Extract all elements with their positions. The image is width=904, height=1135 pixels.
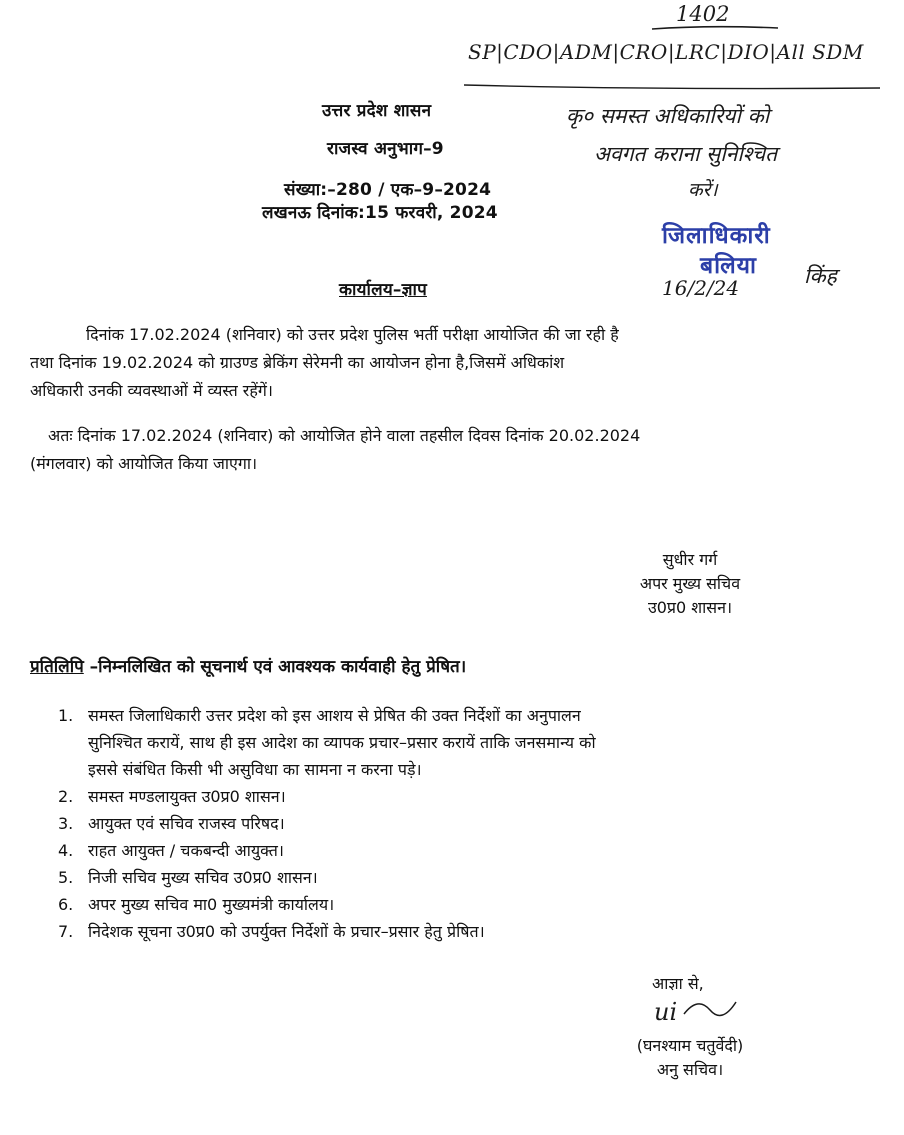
recipient-text: [88, 918, 738, 945]
handwritten-underline: [650, 24, 780, 32]
paragraph-1-line-2: तथा दिनांक 19.02.2024 को ग्राउण्ड ब्रेकिंग सेरेमनी का आयोजन होना है,जिसमें अधिकांश: [30, 353, 565, 372]
recipient-text-line: निदेशक सूचना उ0प्र0 को उपर्युक्त निर्देशों के प्रचार–प्रसार हेतु प्रेषित।: [88, 922, 485, 941]
recipient-number: 7.: [58, 922, 74, 941]
recipient-number: 6.: [58, 895, 74, 914]
handwritten-signature: ui: [654, 998, 678, 1026]
collector-stamp-line2: बलिया: [700, 253, 757, 279]
place-and-date: लखनऊ दिनांक:15 फरवरी, 2024: [262, 203, 498, 223]
signatory-2-designation: अनु सचिव।: [656, 1060, 724, 1079]
recipient-item: [58, 864, 738, 891]
handwritten-stamp-date: 16/2/24: [662, 276, 740, 300]
recipient-item: [58, 702, 738, 783]
paragraph-1-line-1: दिनांक 17.02.2024 (शनिवार) को उत्तर प्रदेश पुलिस भर्ती परीक्षा आयोजित की जा रही है: [86, 325, 619, 344]
memo-title: कार्यालय–ज्ञाप: [339, 280, 427, 300]
recipient-number: 5.: [58, 868, 74, 887]
recipient-text: [88, 810, 738, 837]
reference-number: संख्या:–280 / एक–9–2024: [284, 180, 492, 200]
recipient-item: [58, 783, 738, 810]
govt-name: उत्तर प्रदेश शासन: [322, 101, 432, 121]
recipient-item: [58, 891, 738, 918]
recipient-number: 4.: [58, 841, 74, 860]
signature-stroke: [680, 992, 740, 1022]
recipient-text-line: अपर मुख्य सचिव मा0 मुख्यमंत्री कार्यालय।: [88, 895, 335, 914]
recipient-number: 2.: [58, 787, 74, 806]
recipient-text-line: इससे संबंधित किसी भी असुविधा का सामना न करना पड़े।: [88, 760, 422, 779]
recipient-text: [88, 837, 738, 864]
recipient-item: [58, 918, 738, 945]
recipient-text-line: समस्त जिलाधिकारी उत्तर प्रदेश को इस आशय से प्रेषित की उक्त निर्देशों का अनुपालन: [88, 706, 581, 725]
handwritten-receipt-number: 1402: [676, 2, 730, 26]
recipient-text: [88, 891, 738, 918]
handwritten-distribution-list: SP|CDO|ADM|CRO|LRC|DIO|All SDM: [468, 40, 864, 64]
copy-to-heading: [30, 654, 466, 677]
recipient-text-line: राहत आयुक्त / चकबन्दी आयुक्त।: [88, 841, 284, 860]
recipient-list: [58, 702, 738, 945]
memo-paragraph-1: [30, 321, 774, 405]
signatory-block-2: [600, 1034, 780, 1082]
recipient-item: [58, 810, 738, 837]
paragraph-2-line-2: (मंगलवार) को आयोजित किया जाएगा।: [30, 454, 258, 473]
collector-stamp-line1: जिलाधिकारी: [662, 223, 771, 249]
recipient-text: [88, 864, 738, 891]
paragraph-1-line-3: अधिकारी उनकी व्यवस्थाओं में व्यस्त रहेंगें।: [30, 381, 273, 400]
handwritten-note-line2: अवगत कराना सुनिश्चित: [594, 142, 778, 166]
signatory-1-designation: अपर मुख्य सचिव: [639, 574, 741, 593]
handwritten-initials: किंह: [804, 264, 837, 288]
recipient-text: [88, 783, 738, 810]
handwritten-distribution-underline: [462, 82, 882, 92]
signatory-1-office: उ0प्र0 शासन।: [647, 598, 733, 617]
signatory-1-name: सुधीर गर्ग: [662, 550, 718, 569]
recipient-number: 3.: [58, 814, 74, 833]
handwritten-note-line3: करें।: [688, 179, 718, 201]
recipient-text-line: आयुक्त एवं सचिव राजस्व परिषद।: [88, 814, 285, 833]
signatory-2-name: (घनश्याम चतुर्वेदी): [636, 1036, 744, 1055]
recipient-text: [88, 702, 738, 783]
recipient-item: [58, 837, 738, 864]
paragraph-2-line-1: अतः दिनांक 17.02.2024 (शनिवार) को आयोजित होने वाला तहसील दिवस दिनांक 20.02.2024: [48, 426, 641, 445]
signatory-block-1: [600, 548, 780, 620]
copy-to-text: –निम्नलिखित को सूचनार्थ एवं आवश्यक कार्यवाही हेतु प्रेषित।: [83, 657, 467, 677]
memo-paragraph-2: [30, 422, 774, 478]
order-by-text: आज्ञा से,: [652, 974, 704, 993]
copy-to-label: प्रतिलिपि: [30, 657, 84, 677]
department-section: राजस्व अनुभाग–9: [327, 139, 444, 159]
recipient-text-line: निजी सचिव मुख्य सचिव उ0प्र0 शासन।: [88, 868, 318, 887]
handwritten-note-line1: कृ० समस्त अधिकारियों को: [566, 104, 770, 128]
recipient-text-line: समस्त मण्डलायुक्त उ0प्र0 शासन।: [88, 787, 286, 806]
recipient-text-line: सुनिश्चित करायें, साथ ही इस आदेश का व्यापक प्रचार–प्रसार करायें ताकि जनसमान्य को: [88, 733, 596, 752]
recipient-number: 1.: [58, 706, 74, 725]
